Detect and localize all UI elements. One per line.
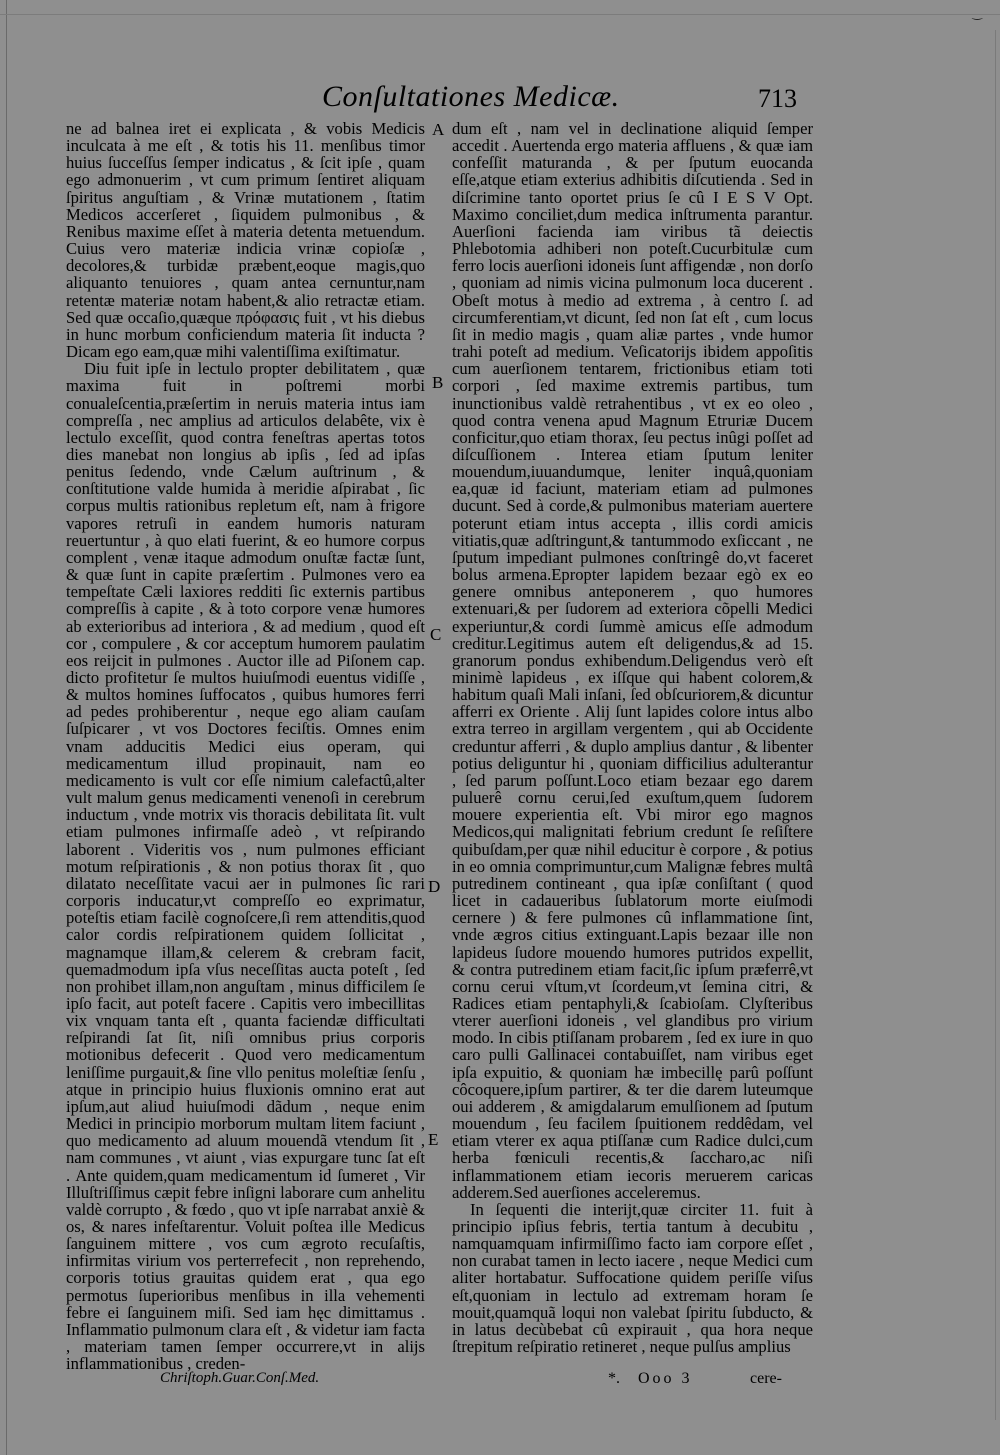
paragraph: ne ad balnea iret ei explicata , & vobis Medicis inculcata à me eſt , & totis his 11. menſibus timor huius ſucceſſus ſemper indicatus , & ſcit ipſe , quam ego admonuerim , vt cum primum ſentiret aliquam ſpiritus anguſtiam , & Vrinæ mutationem , ſtatim Medicos accerſeret , ſiquidem pulmonibus , & Renibus maxime eſſet à materia detenta metuendum. Cuius vero materiæ indicia vrinæ copioſæ , decolores,& turbidæ præbent,eoque magis,quo aliquanto tenuiores , quam antea cernuntur,nam retentæ materiæ notam habent,& alio retractæ etiam. Sed quæ occaſio,quæque πρόφασις fuit , vt his diebus in hunc morbum conficiendum materia ſit inducta ? Dicam ego eam,quæ mihi valentiſſima exiſtimatur. xyxy=(66,119,425,362)
paragraph: dum eſt , nam vel in declinatione aliquid ſemper accedit . Auertenda ergo materia affluens , & quæ iam confeſſit maturanda , & per ſputum euocanda eſſe,atque etiam exterius adhibitis diſcutienda . Sed in diſcrimine tanto oportet prius ſe cû I E S V Opt. Maximo conciliet,dum medica inſtrumenta parantur. Auerſioni facienda iam viribus tã deiectis Phlebotomia adhiberi non poteſt.Cucurbitulæ cum ferro locis auerſioni idoneis ſunt affigendæ , non dorſo , quoniam ad nimis vicina pulmonum loca ducerent . Obeſt motus à medio ad extrema , à centro ſ. ad circumferentiam,vt dicunt, ſed non ſat eſt , cum locus ſit in medio magis , quam aliæ partes , vnde humor trahi poteſt ad medium. Veſicatorijs ibidem appoſitis cum auerſionem tentarem, frictionibus etiam toti corpori , ſed maxime extremis partibus, tum inunctionibus valdè retrahentibus , vt ex eo oleo , quod contra venena apud Magnum Etruriæ Ducem conficitur,quo etiam thorax, ſeu pectus inûgi poſſet ad diſcuſſionem . Interea etiam ſputum leniter mouendum,iuuandumque, leniter inquâ,quoniam ea,quæ id faciunt, materiam etiam ad pulmones ducunt. Sed à corde,& pulmonibus materiam auertere poterunt etiam intus accepta , illis cordi amicis vitiatis,quæ adſtringunt,& tantummodo exſiccant , ne ſputum impediant pulmones conſtringê do,vt faceret bolus armena.Epropter lapidem bezaar egò ex eo genere omnibus anteponerem , quo humores extenuari,& per ſudorem ad exteriora cõpelli Medici experiuntur,& cordi ſummè amicus eſſe admodum creditur.Legitimus autem eſt deligendus,& ad 15. granorum pondus exhibendum.Deligendus verò eſt minimè lapideus , ex iſſque qui habent colorem,& habitum quaſi Mali inſani, ſed obſcuriorem,& dicuntur afferri ex Oriente . Alij ſunt lapides colore intus albo extra terreo in argillam vergentem , qui ab Occidente creduntur afferri , & duplo amplius dantur , & libenter potius deliguntur hi , quoniam difficilius adulterantur , ſed parum poſſunt.Loco etiam bezaar ego darem puluerê cornu cerui,ſed exuſtum,quem ſudorem mouere experientia eſt. Vbi miror ego magnos Medicos,qui malignitati febrium credunt ſe reſiſtere quibuſdam,per quæ nihil educitur è corpore , & potius in eo omnia comprimuntur,cum Malignæ febres multâ putredinem contineant , qua ipſæ conſiſtant ( quod licet in cadaueribus ſublatorum morte eiuſmodi cernere ) & fere pulmones cû inflammatione ſint, vnde ægros citius extinguant.Lapis bezaar ille non lapideus ſudore mouendo humores putridos expellit, & contra putredinem etiam facit,ſic ipſum præferrê,vt cornu cerui vſtum,vt ſcordeum,vt ſemina citri, & Radices etiam pentaphyli,& ſcabioſam. Clyſteribus vterer auerſioni idoneis , vel glandibus pro virium modo. In cibis ptiſſanam probarem , ſed ex iure in quo caro pulli Gallinacei contabuiſſet, nam viribus eget ipſa expuitio, & quoniam hæ imbecillę parû poſſunt côcoquere,ipſum partirer, & ter die darem luteumque oui adderem , & amigdalarum emulſionem ad ſputum mouendum , ſeu facilem ſpuitionem reddêdam, vel etiam vterer ex aqua ptiſſanæ cum Radice dulci,cum herba fœniculi recentis,& ſaccharo,ac niſi inflammationem etiam iecoris meruerem caricas adderem.Sed auerſiones acceleremus. xyxy=(452,119,813,1202)
corner-mark: ‿ xyxy=(972,6,982,20)
margin-marker-b: B xyxy=(432,373,444,392)
signature-mark: Ooo 3 xyxy=(638,1370,693,1387)
footer-mark: *. xyxy=(608,1370,620,1387)
paragraph: In ſequenti die interijt,quæ circiter 11. fuit à principio ipſius febris, tertia tantum à decubitu , namquamquam infirmiſſimo facto iam corpore eſſet , non curabat tamen in lecto iacere , neque Medici cum aliter hortabatur. Suffocatione quidem periſſe viſus eſt,quoniam in lectulo ad extremam horam ſe mouit,quamquã loqui non valebat ſpiritu ſubducto, & in latus decùbebat cû expirauit , qua hora neque ſtrepitum reſpiratio retineret , neque pulſus amplius xyxy=(452,1199,813,1357)
margin-marker-d: D xyxy=(428,877,441,896)
page-edge xyxy=(6,0,7,1455)
margin-marker-a: A xyxy=(432,120,445,139)
paragraph: Diu fuit ipſe in lectulo propter debilitatem , quæ maxima fuit in poſtremi morbi conualeſcentia,præſertim in neruis materia intus iam compreſſa , nec amplius ad articulos delabête, vix è lectulo exceſſit, quod contra feneſtras apertas totos dies manebat non longius ab ipſis , ſed ad ipſas penitus ſedendo, vnde Cælum auſtrinum , & conſtitutione valde humida à meridie aſpirabat , ſic corpus multis rationibus repletum eſt, nam à frigore vapores retruſi in eandem humoris naturam reuertuntur , à quo elati fuerint, & eo humore corpus complent , venæ itaque admodum onuſtæ factæ ſunt, & quæ ſunt in capite præſertim . Pulmones vero ea tempeſtate Cæli laxiores redditi ſic externis partibus compreſſis à capite , & à toto corpore venæ humores ab exterioribus ad interiora , & ad medium , quod eſt cor , compulere , & cor acceptum humorem paulatim eos reijcit in pulmones . Auctor ille ad Piſonem cap. dicto profitetur ſe multos huiuſmodi euentus vidiſſe , & multos homines ſuffocatos , quibus humores ferri ad pedes prohiberentur , neque ego aliam cauſam ſuſpicarer , vt vos Doctores feciſtis. Omnes enim vnam adducitis Medici eius operam, qui medicamentum illud propinauit, nam eo medicamento is vult cor eſſe nimium calefactû,alter vult malum genus medicamenti venenoſi in cerebrum inductum , vnde motrix vis thoracis debilitata ſit. vult etiam pulmones infirmaſſe adeò , vt reſpirando laborent . Videritis vos , num pulmones efficiant motum reſpirationis , & non potius thorax ſit , quo dilatato neceſſitate vacui aer in pulmones ſic rari corporis inducatur,vt compreſſo eo exprimatur, poteſtis etiam facilè cognoſcere,ſi rem attenditis,quod calor cordis reſpirationem quidem ſollicitat , magnamque illam,& celerem & crebram facit, quemadmodum ipſa vſus neceſſitas aucta poteſt , ſed non prohibet illam,non anguſtam , minus difficilem ſe ipſo facit, aut poteſt facere . Capitis vero imbecillitas vix vnquam tanta eſt , quanta faciendæ difficultati reſpirandi ſat ſit, niſi omnibus prius corporis motionibus defecerit . Quod vero medicamentum leniſſime purgauit,& ſine vllo penitus moleſtiæ ſenſu , atque in principio huius fluxionis omnino erat aut ipſum,aut aliud huiuſmodi dãdum , neque enim Medici in principio morborum multam litem faciunt , quo medicamento ad aluum mouendã vtendum ſit , nam communes , vt aiunt , vias expurgare tunc ſat eſt . Ante quidem,quam medicamentum id ſumeret , Vir Illuſtriſſimus cæpit febre inſigni laborare cum anhelitu valdè corrupto , & fœdo , quo vt ipſe narrabat anxiè & os, & nares infeſtarentur. Voluit poſtea ille Medicus ſanguinem mittere , vos cum ægroto recuſaſtis, infirmitas virium vos perterrefecit , non reprehendo, corporis totius grauitas quidem erat , qua ego permotus ſuperioribus menſibus in illa vehementi febre ei ſanguinem miſi. Sed iam hęc dimittamus . Inflammatio pulmonum clara eſt , & videtur iam facta , materiam tamen ſemper occurrere,vt in alijs inflammationibus , creden- xyxy=(66,359,425,1374)
page-edge xyxy=(995,30,996,1420)
catchword: cere- xyxy=(750,1370,782,1387)
margin-marker-e: E xyxy=(428,1130,439,1149)
margin-marker-c: C xyxy=(430,625,442,644)
running-title: Conſultationes Medicæ. xyxy=(322,80,620,113)
author-signature: Chriſtoph.Guar.Conſ.Med. xyxy=(160,1370,320,1386)
top-rule xyxy=(0,14,1000,15)
page-number: 713 xyxy=(758,84,797,113)
left-column xyxy=(66,120,425,1372)
right-column xyxy=(452,120,813,1355)
page-header xyxy=(0,78,1000,120)
